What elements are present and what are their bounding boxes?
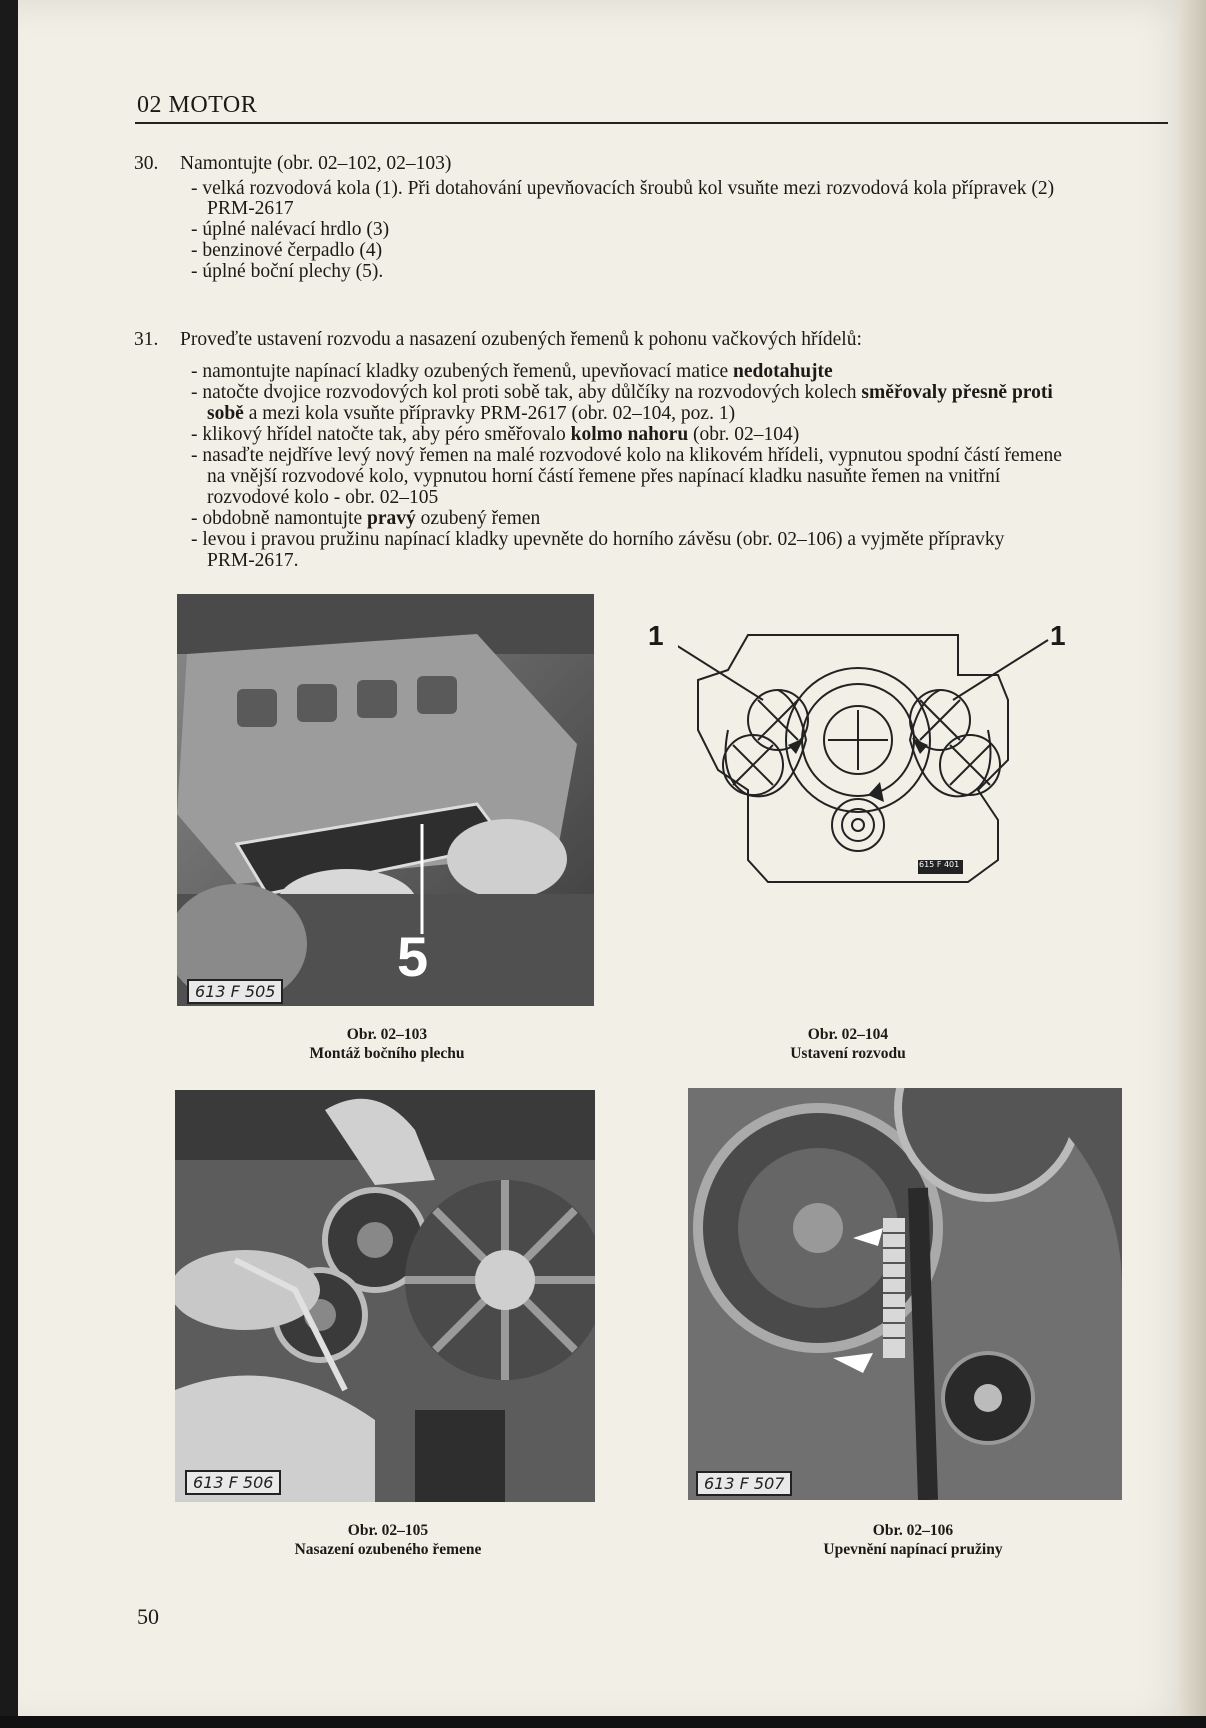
list-item: - nasaďte nejdříve levý nový řemen na malé rozvodové kolo na klikovém hřídeli, vypnutou spodní částí řemene bbox=[191, 445, 1062, 466]
figure-02-103-photo bbox=[177, 594, 594, 1006]
scan-edge bbox=[0, 1716, 1206, 1728]
list-item: - úplné boční plechy (5). bbox=[191, 261, 384, 282]
figure-number: Obr. 02–103 bbox=[346, 1026, 428, 1043]
list-item: - natočte dvojice rozvodových kol proti sobě tak, aby důlčíky na rozvodových kolech směřovaly přesně proti bbox=[191, 382, 1053, 403]
list-item: - obdobně namontujte pravý ozubený řemen bbox=[191, 508, 541, 529]
header-rule bbox=[135, 122, 1168, 124]
figure-title: Ustavení rozvodu bbox=[790, 1045, 906, 1062]
figure-title: Montáž bočního plechu bbox=[309, 1045, 465, 1062]
list-item: - klikový hřídel natočte tak, aby péro směřovalo kolmo nahoru (obr. 02–104) bbox=[191, 424, 800, 445]
figure-tag: 613 F 507 bbox=[696, 1471, 792, 1496]
step-31 bbox=[134, 330, 1174, 590]
page bbox=[18, 0, 1206, 1728]
figure-number: Obr. 02–106 bbox=[872, 1522, 954, 1539]
figure-02-104-caption bbox=[728, 1025, 968, 1063]
step-number: 31. bbox=[134, 329, 159, 350]
list-item-continuation: sobě a mezi kola vsuňte přípravky PRM-2617 (obr. 02–104, poz. 1) bbox=[207, 403, 736, 424]
figure-title: Nasazení ozubeného řemene bbox=[294, 1541, 482, 1558]
figure-02-106-caption bbox=[783, 1521, 1043, 1559]
list-item: - levou i pravou pružinu napínací kladky upevněte do horního závěsu (obr. 02–106) a vyjměte přípravky bbox=[191, 529, 1005, 550]
figure-02-105-caption bbox=[258, 1521, 518, 1559]
step-30 bbox=[134, 154, 1164, 304]
figure-number: Obr. 02–104 bbox=[807, 1026, 889, 1043]
list-item: - benzinové čerpadlo (4) bbox=[191, 240, 383, 261]
figure-02-106-photo bbox=[688, 1088, 1122, 1500]
step-number: 30. bbox=[134, 153, 159, 174]
page-number: 50 bbox=[137, 1604, 159, 1629]
page-header: 02 MOTOR bbox=[137, 92, 258, 118]
engine-photo-illustration bbox=[177, 594, 594, 1006]
figure-02-104-diagram bbox=[648, 620, 1118, 965]
figure-02-105-photo bbox=[175, 1090, 595, 1502]
label-1-left: 1 bbox=[648, 620, 664, 651]
figure-number: Obr. 02–105 bbox=[347, 1522, 429, 1539]
belt-photo-illustration bbox=[175, 1090, 595, 1502]
list-item-continuation: PRM-2617. bbox=[207, 550, 299, 571]
book-spine bbox=[1180, 0, 1206, 1728]
list-item-continuation: PRM-2617 bbox=[207, 198, 294, 219]
spring-photo-illustration bbox=[688, 1088, 1122, 1500]
list-item: - namontujte napínací kladky ozubených řemenů, upevňovací matice nedotahujte bbox=[191, 361, 833, 382]
step-title: Proveďte ustavení rozvodu a nasazení ozubených řemenů k pohonu vačkových hřídelů: bbox=[180, 329, 862, 350]
step-title: Namontujte (obr. 02–102, 02–103) bbox=[180, 153, 452, 174]
figure-tag: 613 F 506 bbox=[185, 1470, 281, 1495]
figure-02-103-caption bbox=[267, 1025, 507, 1063]
list-item: - úplné nalévací hrdlo (3) bbox=[191, 219, 390, 240]
label-1-right: 1 bbox=[1050, 620, 1066, 651]
list-item-continuation: na vnější rozvodové kolo, vypnutou horní částí řemene přes napínací kladku nasuňte řemen na vnitřní bbox=[207, 466, 1001, 487]
figure-tag: 613 F 505 bbox=[187, 979, 283, 1004]
list-item: - velká rozvodová kola (1). Při dotahování upevňovacích šroubů kol vsuňte mezi rozvodová kola přípravek (2) bbox=[191, 178, 1055, 199]
timing-diagram bbox=[678, 620, 1118, 965]
figure-title: Upevnění napínací pružiny bbox=[823, 1541, 1003, 1558]
callout-5: 5 bbox=[397, 925, 429, 988]
figure-tag: 615 F 401 bbox=[919, 860, 960, 869]
list-item-continuation: rozvodové kolo - obr. 02–105 bbox=[207, 487, 439, 508]
